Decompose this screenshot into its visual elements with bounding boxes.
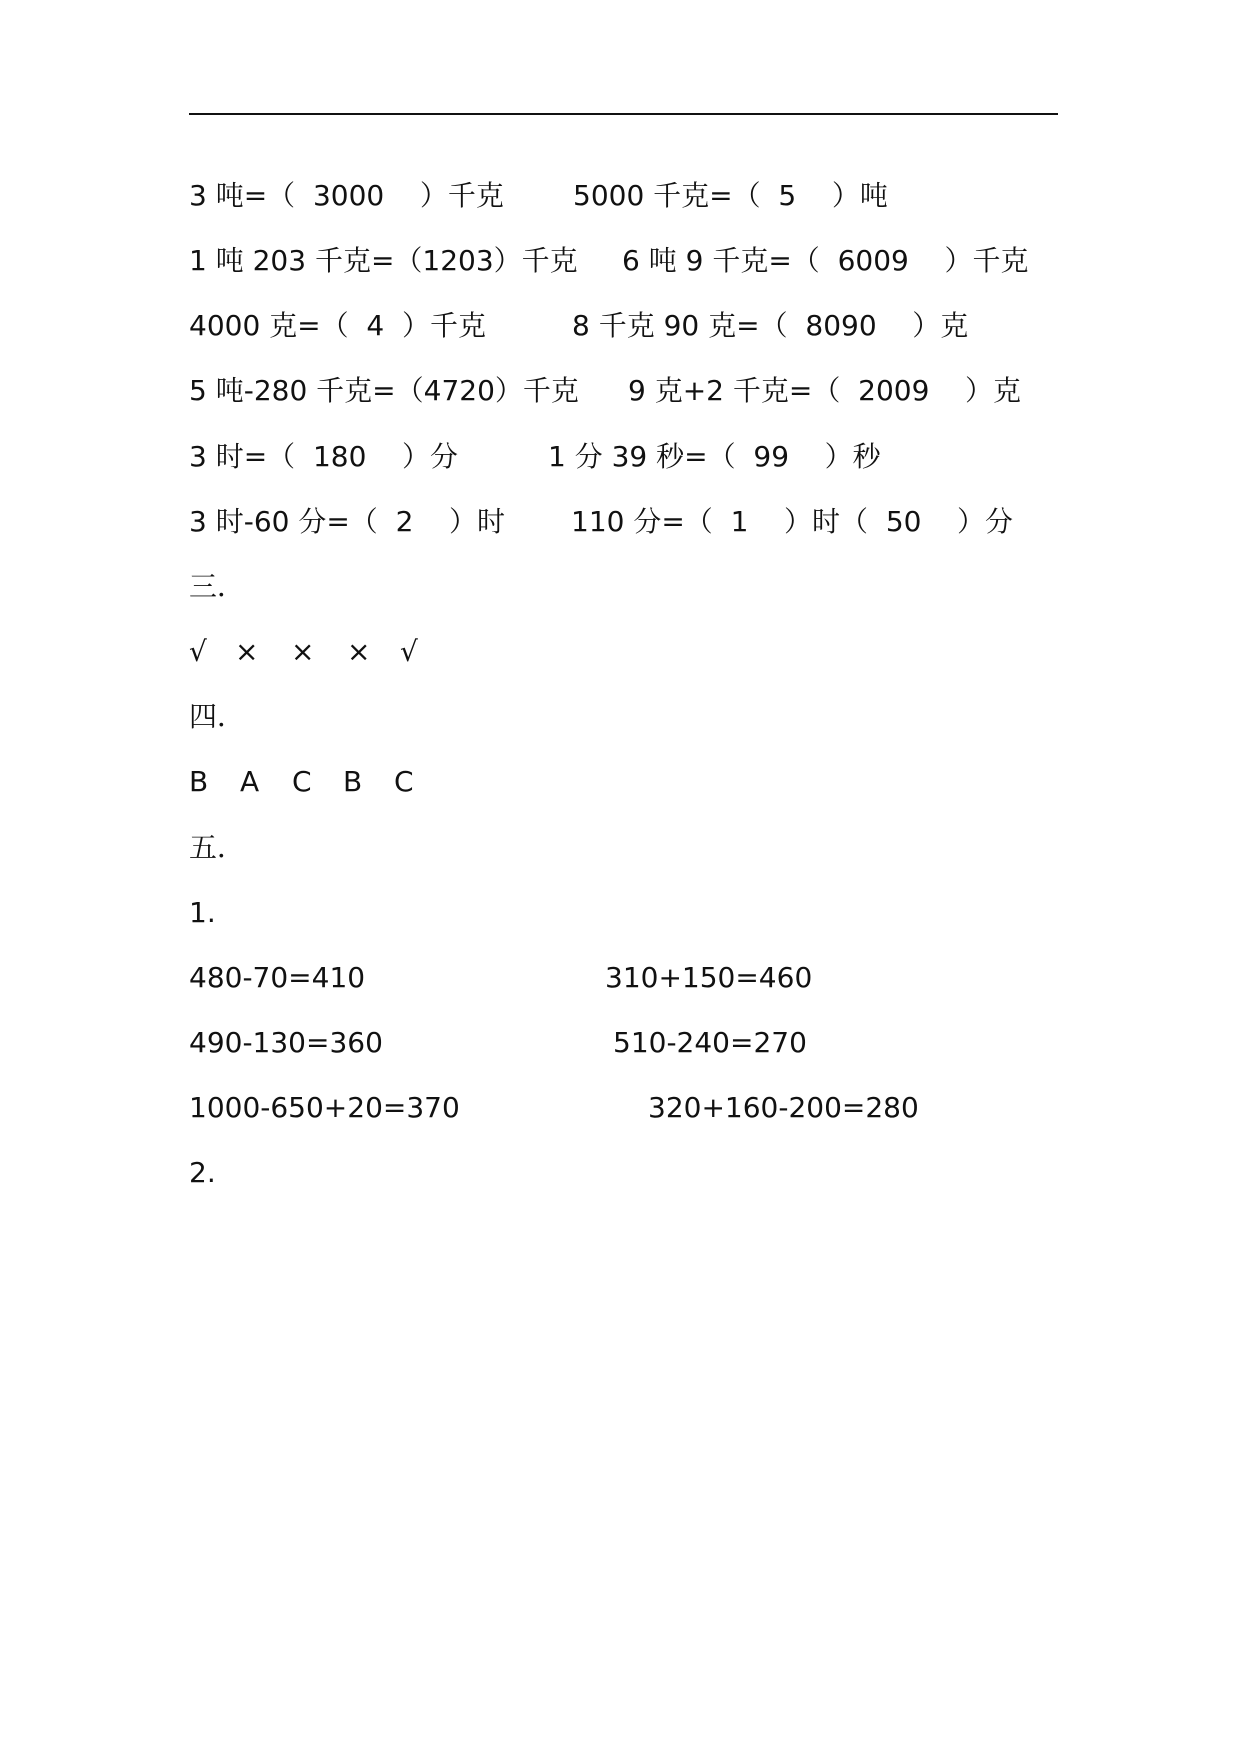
conversion-row-2 (0, 241, 1240, 281)
choice-answer: C (292, 765, 312, 798)
conversion-row-4 (0, 371, 1240, 411)
cross-mark: × (347, 635, 371, 668)
choice-answer: B (343, 765, 363, 798)
section-heading: 三． (189, 570, 246, 603)
conversion-right: 1 分 39 秒=（ 99 ）秒 (548, 440, 881, 473)
choice-answer: A (240, 765, 260, 798)
section-5-part-2-label-row (0, 1153, 1240, 1193)
conversion-left: 3 时-60 分=（ 2 ）时 (189, 505, 506, 538)
part-label: 2. (189, 1156, 216, 1189)
section-3-heading-row (0, 567, 1240, 607)
calculation-row-1 (0, 958, 1240, 998)
cross-mark: × (235, 635, 259, 668)
conversion-left: 3 时=（ 180 ）分 (189, 440, 459, 473)
choice-answer: B (189, 765, 209, 798)
section-4-answers (0, 762, 1240, 802)
conversion-right: 8 千克 90 克=（ 8090 ）克 (572, 309, 969, 342)
calculation-row-2 (0, 1023, 1240, 1063)
calculation-right: 310+150=460 (605, 961, 813, 994)
calculation-right: 510-240=270 (613, 1026, 807, 1059)
check-mark: √ (189, 635, 207, 668)
conversion-right: 6 吨 9 千克=（ 6009 ）千克 (622, 244, 1029, 277)
conversion-left: 4000 克=（ 4 ）千克 (189, 309, 487, 342)
calculation-right: 320+160-200=280 (648, 1091, 919, 1124)
section-3-answers (0, 632, 1240, 672)
conversion-row-5 (0, 437, 1240, 477)
conversion-left: 5 吨-280 千克=（4720）千克 (189, 374, 579, 407)
calculation-left: 1000-650+20=370 (189, 1091, 460, 1124)
section-5-part-1-label-row (0, 893, 1240, 933)
header-rule (189, 113, 1058, 115)
conversion-left: 3 吨=（ 3000 ）千克 (189, 179, 504, 212)
section-5-heading-row (0, 828, 1240, 868)
calculation-row-3 (0, 1088, 1240, 1128)
conversion-row-1 (0, 176, 1240, 216)
conversion-row-6 (0, 502, 1240, 542)
conversion-right: 5000 千克=（ 5 ）吨 (573, 179, 888, 212)
calculation-left: 480-70=410 (189, 961, 366, 994)
section-4-heading-row (0, 697, 1240, 737)
conversion-left: 1 吨 203 千克=（1203）千克 (189, 244, 578, 277)
conversion-row-3 (0, 306, 1240, 346)
choice-answer: C (394, 765, 414, 798)
conversion-right: 110 分=（ 1 ）时（ 50 ）分 (571, 505, 1014, 538)
check-mark: √ (400, 635, 418, 668)
section-heading: 四． (189, 700, 246, 733)
part-label: 1. (189, 896, 216, 929)
cross-mark: × (291, 635, 315, 668)
calculation-left: 490-130=360 (189, 1026, 383, 1059)
section-heading: 五． (189, 831, 246, 864)
conversion-right: 9 克+2 千克=（ 2009 ）克 (628, 374, 1022, 407)
